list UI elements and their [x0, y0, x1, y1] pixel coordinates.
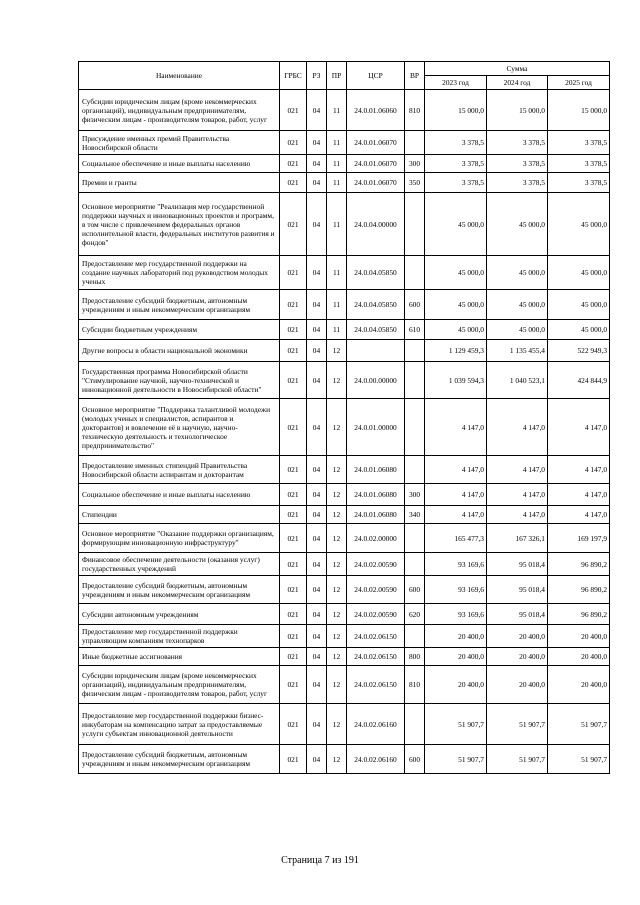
- header-year-2025: 2025 год: [548, 76, 610, 90]
- row-sum-2025: 522 949,3: [548, 340, 610, 362]
- row-pr: 12: [327, 704, 347, 745]
- row-grbs: 021: [280, 745, 307, 774]
- row-name: Предоставление мер государственной поддержки на создание научных лабораторий под руководством молодых ученых: [79, 256, 280, 290]
- row-sum-2023: 4 147,0: [425, 399, 487, 456]
- row-csr: 24.0.01.00000: [347, 399, 405, 456]
- row-name: Основное мероприятие "Реализация мер государственной поддержки научных и инновационных проектов и программ, в том числе с привлечением федеральных органов исполнительной власти, федеральных институтов развития и фондов": [79, 193, 280, 256]
- header-sum: Сумма: [425, 62, 610, 76]
- row-sum-2024: 95 018,4: [487, 576, 548, 604]
- row-rz: 04: [307, 745, 327, 774]
- row-sum-2025: 45 000,0: [548, 320, 610, 340]
- row-rz: 04: [307, 456, 327, 484]
- row-name: Финансовое обеспечение деятельности (оказания услуг) государственных учреждений: [79, 553, 280, 576]
- row-name: Предоставление именных стипендий Правительства Новосибирской области аспирантам и докторантам: [79, 456, 280, 484]
- row-csr: 24.0.02.06150: [347, 666, 405, 704]
- row-grbs: 021: [280, 320, 307, 340]
- row-pr: 11: [327, 90, 347, 131]
- row-csr: 24.0.02.00590: [347, 553, 405, 576]
- row-vr: 600: [405, 745, 425, 774]
- row-sum-2024: 51 907,7: [487, 704, 548, 745]
- row-grbs: 021: [280, 625, 307, 648]
- row-sum-2025: 424 844,9: [548, 362, 610, 399]
- row-vr: [405, 704, 425, 745]
- row-rz: 04: [307, 648, 327, 666]
- row-csr: 24.0.02.06160: [347, 745, 405, 774]
- row-name: Предоставление субсидий бюджетным, автономным учреждениям и иным некоммерческим организациям: [79, 576, 280, 604]
- row-sum-2025: 3 378,5: [548, 155, 610, 173]
- table-row: [79, 290, 610, 320]
- row-sum-2023: 51 907,7: [425, 745, 487, 774]
- row-grbs: 021: [280, 648, 307, 666]
- row-csr: 24.0.02.06150: [347, 625, 405, 648]
- row-sum-2024: 1 040 523,1: [487, 362, 548, 399]
- row-sum-2024: 3 378,5: [487, 155, 548, 173]
- row-grbs: 021: [280, 553, 307, 576]
- row-pr: 12: [327, 576, 347, 604]
- table-row: [79, 362, 610, 399]
- row-csr: 24.0.04.05850: [347, 256, 405, 290]
- row-csr: 24.0.04.05850: [347, 320, 405, 340]
- row-name: Основное мероприятие "Оказание поддержки организациям, формирующим инновационную инфраструктуру": [79, 524, 280, 553]
- row-grbs: 021: [280, 290, 307, 320]
- row-sum-2024: 4 147,0: [487, 399, 548, 456]
- row-vr: 800: [405, 648, 425, 666]
- table-row: [79, 131, 610, 155]
- row-sum-2023: 93 169,6: [425, 553, 487, 576]
- row-sum-2023: 51 907,7: [425, 704, 487, 745]
- budget-table: [78, 61, 610, 774]
- row-sum-2024: 167 326,1: [487, 524, 548, 553]
- row-name: Субсидии автономным учреждениям: [79, 604, 280, 625]
- row-sum-2023: 45 000,0: [425, 193, 487, 256]
- row-sum-2025: 20 400,0: [548, 666, 610, 704]
- table-row: [79, 193, 610, 256]
- table-body: [79, 90, 610, 774]
- table-row: [79, 173, 610, 193]
- row-pr: 12: [327, 604, 347, 625]
- row-sum-2023: 20 400,0: [425, 648, 487, 666]
- row-sum-2024: 4 147,0: [487, 506, 548, 524]
- header-name: Наименование: [79, 62, 280, 90]
- row-sum-2023: 15 000,0: [425, 90, 487, 131]
- row-sum-2023: 3 378,5: [425, 155, 487, 173]
- row-grbs: 021: [280, 90, 307, 131]
- row-rz: 04: [307, 131, 327, 155]
- row-grbs: 021: [280, 256, 307, 290]
- row-rz: 04: [307, 399, 327, 456]
- row-rz: 04: [307, 704, 327, 745]
- row-csr: 24.0.01.06070: [347, 131, 405, 155]
- row-sum-2024: 20 400,0: [487, 625, 548, 648]
- budget-table-sheet: [78, 61, 609, 774]
- row-csr: [347, 340, 405, 362]
- row-sum-2023: 20 400,0: [425, 625, 487, 648]
- row-vr: 600: [405, 576, 425, 604]
- row-rz: 04: [307, 340, 327, 362]
- row-csr: 24.0.01.06070: [347, 173, 405, 193]
- row-rz: 04: [307, 576, 327, 604]
- row-vr: 300: [405, 155, 425, 173]
- row-grbs: 021: [280, 666, 307, 704]
- row-sum-2023: 45 000,0: [425, 320, 487, 340]
- header-rz: РЗ: [307, 62, 327, 90]
- row-sum-2025: 169 197,9: [548, 524, 610, 553]
- row-sum-2024: 15 000,0: [487, 90, 548, 131]
- row-csr: 24.0.00.00000: [347, 362, 405, 399]
- row-name: Стипендии: [79, 506, 280, 524]
- row-pr: 11: [327, 131, 347, 155]
- row-sum-2023: 165 477,3: [425, 524, 487, 553]
- row-sum-2025: 3 378,5: [548, 173, 610, 193]
- table-row: [79, 666, 610, 704]
- row-rz: 04: [307, 604, 327, 625]
- row-vr: 610: [405, 320, 425, 340]
- row-vr: 340: [405, 506, 425, 524]
- row-sum-2024: 45 000,0: [487, 256, 548, 290]
- row-name: Присуждение именных премий Правительства Новосибирской области: [79, 131, 280, 155]
- row-pr: 12: [327, 399, 347, 456]
- row-sum-2024: 95 018,4: [487, 553, 548, 576]
- row-grbs: 021: [280, 604, 307, 625]
- row-sum-2024: 1 135 455,4: [487, 340, 548, 362]
- row-pr: 12: [327, 362, 347, 399]
- row-sum-2023: 3 378,5: [425, 173, 487, 193]
- row-pr: 12: [327, 484, 347, 506]
- table-row: [79, 704, 610, 745]
- row-sum-2023: 93 169,6: [425, 604, 487, 625]
- row-name: Предоставление субсидий бюджетным, автономным учреждениям и иным некоммерческим организациям: [79, 745, 280, 774]
- table-row: [79, 256, 610, 290]
- row-sum-2023: 93 169,6: [425, 576, 487, 604]
- row-grbs: 021: [280, 131, 307, 155]
- row-csr: 24.0.02.06150: [347, 648, 405, 666]
- row-vr: 600: [405, 290, 425, 320]
- row-sum-2025: 3 378,5: [548, 131, 610, 155]
- row-vr: [405, 399, 425, 456]
- table-row: [79, 320, 610, 340]
- row-vr: 810: [405, 666, 425, 704]
- row-vr: [405, 456, 425, 484]
- row-sum-2024: 3 378,5: [487, 173, 548, 193]
- row-pr: 12: [327, 745, 347, 774]
- table-row: [79, 399, 610, 456]
- table-row: [79, 604, 610, 625]
- row-name: Премии и гранты: [79, 173, 280, 193]
- row-csr: 24.0.01.06060: [347, 90, 405, 131]
- header-grbs: ГРБС: [280, 62, 307, 90]
- row-pr: 12: [327, 648, 347, 666]
- row-sum-2025: 51 907,7: [548, 704, 610, 745]
- row-pr: 11: [327, 173, 347, 193]
- table-row: [79, 553, 610, 576]
- row-sum-2023: 45 000,0: [425, 256, 487, 290]
- table-row: [79, 576, 610, 604]
- row-rz: 04: [307, 524, 327, 553]
- row-csr: 24.0.01.06080: [347, 506, 405, 524]
- row-sum-2024: 4 147,0: [487, 456, 548, 484]
- row-sum-2025: 96 890,2: [548, 553, 610, 576]
- row-csr: 24.0.01.06080: [347, 484, 405, 506]
- row-sum-2025: 4 147,0: [548, 456, 610, 484]
- row-vr: [405, 524, 425, 553]
- row-csr: 24.0.04.05850: [347, 290, 405, 320]
- row-name: Предоставление мер государственной поддержки бизнес-инкубаторам на компенсацию затрат за предоставляемые услуги субъектам инновационной деятельности: [79, 704, 280, 745]
- row-pr: 12: [327, 506, 347, 524]
- row-vr: [405, 340, 425, 362]
- table-row: [79, 506, 610, 524]
- row-name: Социальное обеспечение и иные выплаты населению: [79, 484, 280, 506]
- table-row: [79, 155, 610, 173]
- row-sum-2024: 3 378,5: [487, 131, 548, 155]
- row-rz: 04: [307, 173, 327, 193]
- row-name: Другие вопросы в области национальной экономики: [79, 340, 280, 362]
- row-sum-2025: 15 000,0: [548, 90, 610, 131]
- row-rz: 04: [307, 320, 327, 340]
- row-grbs: 021: [280, 173, 307, 193]
- row-csr: 24.0.02.00590: [347, 604, 405, 625]
- row-vr: 300: [405, 484, 425, 506]
- row-rz: 04: [307, 553, 327, 576]
- row-grbs: 021: [280, 399, 307, 456]
- table-row: [79, 90, 610, 131]
- row-sum-2025: 4 147,0: [548, 484, 610, 506]
- row-sum-2025: 20 400,0: [548, 648, 610, 666]
- row-rz: 04: [307, 256, 327, 290]
- row-csr: 24.0.02.06160: [347, 704, 405, 745]
- row-pr: 12: [327, 456, 347, 484]
- row-sum-2025: 51 907,7: [548, 745, 610, 774]
- row-pr: 12: [327, 340, 347, 362]
- header-csr: ЦСР: [347, 62, 405, 90]
- row-vr: [405, 553, 425, 576]
- row-sum-2025: 20 400,0: [548, 625, 610, 648]
- row-grbs: 021: [280, 704, 307, 745]
- row-rz: 04: [307, 484, 327, 506]
- page-number: Страница 7 из 191: [281, 855, 359, 866]
- row-rz: 04: [307, 362, 327, 399]
- table-row: [79, 625, 610, 648]
- row-pr: 11: [327, 193, 347, 256]
- header-year-2023: 2023 год: [425, 76, 487, 90]
- row-name: Основное мероприятие "Поддержка талантливой молодежи (молодых ученых и специалистов, аспирантов и докторантов) и вовлечение её в научную, научно-техническую деятельность и технологическое предпринимательство": [79, 399, 280, 456]
- row-grbs: 021: [280, 362, 307, 399]
- row-pr: 11: [327, 256, 347, 290]
- row-sum-2023: 4 147,0: [425, 506, 487, 524]
- row-sum-2025: 45 000,0: [548, 256, 610, 290]
- row-sum-2023: 1 129 459,3: [425, 340, 487, 362]
- row-csr: 24.0.01.06080: [347, 456, 405, 484]
- row-vr: [405, 362, 425, 399]
- row-csr: 24.0.01.06070: [347, 155, 405, 173]
- row-sum-2024: 20 400,0: [487, 648, 548, 666]
- row-grbs: 021: [280, 506, 307, 524]
- row-vr: [405, 131, 425, 155]
- row-sum-2024: 45 000,0: [487, 290, 548, 320]
- row-grbs: 021: [280, 484, 307, 506]
- row-vr: [405, 193, 425, 256]
- row-sum-2025: 4 147,0: [548, 506, 610, 524]
- table-row: [79, 524, 610, 553]
- row-sum-2025: 4 147,0: [548, 399, 610, 456]
- row-grbs: 021: [280, 193, 307, 256]
- row-vr: 810: [405, 90, 425, 131]
- row-csr: 24.0.04.00000: [347, 193, 405, 256]
- row-grbs: 021: [280, 340, 307, 362]
- row-rz: 04: [307, 193, 327, 256]
- row-csr: 24.0.02.00000: [347, 524, 405, 553]
- header-vr: ВР: [405, 62, 425, 90]
- row-sum-2024: 51 907,7: [487, 745, 548, 774]
- row-pr: 11: [327, 155, 347, 173]
- row-rz: 04: [307, 290, 327, 320]
- row-grbs: 021: [280, 524, 307, 553]
- row-sum-2024: 20 400,0: [487, 666, 548, 704]
- row-name: Предоставление мер государственной поддержки управляющим компаниям технопарков: [79, 625, 280, 648]
- row-sum-2024: 45 000,0: [487, 320, 548, 340]
- row-name: Социальное обеспечение и иные выплаты населению: [79, 155, 280, 173]
- row-vr: [405, 256, 425, 290]
- row-rz: 04: [307, 625, 327, 648]
- row-vr: 620: [405, 604, 425, 625]
- table-row: [79, 745, 610, 774]
- row-name: Субсидии бюджетным учреждениям: [79, 320, 280, 340]
- row-name: Государственная программа Новосибирской области "Стимулирование научной, научно-технической и инновационной деятельности в Новосибирской области": [79, 362, 280, 399]
- row-sum-2023: 4 147,0: [425, 456, 487, 484]
- row-sum-2024: 4 147,0: [487, 484, 548, 506]
- row-csr: 24.0.02.00590: [347, 576, 405, 604]
- row-rz: 04: [307, 506, 327, 524]
- row-sum-2023: 4 147,0: [425, 484, 487, 506]
- header-year-2024: 2024 год: [487, 76, 548, 90]
- row-grbs: 021: [280, 456, 307, 484]
- row-name: Субсидии юридическим лицам (кроме некоммерческих организаций), индивидуальным предпринимателям, физическим лицам - производителям товаров, работ, услуг: [79, 90, 280, 131]
- table-row: [79, 648, 610, 666]
- row-name: Иные бюджетные ассигнования: [79, 648, 280, 666]
- row-pr: 11: [327, 320, 347, 340]
- table-row: [79, 484, 610, 506]
- table-row: [79, 456, 610, 484]
- row-pr: 11: [327, 290, 347, 320]
- row-grbs: 021: [280, 576, 307, 604]
- row-sum-2023: 45 000,0: [425, 290, 487, 320]
- row-vr: [405, 625, 425, 648]
- row-sum-2025: 45 000,0: [548, 193, 610, 256]
- row-rz: 04: [307, 666, 327, 704]
- row-vr: 350: [405, 173, 425, 193]
- header-pr: ПР: [327, 62, 347, 90]
- row-sum-2025: 45 000,0: [548, 290, 610, 320]
- row-name: Субсидии юридическим лицам (кроме некоммерческих организаций), индивидуальным предпринимателям, физическим лицам - производителям товаров, работ, услуг: [79, 666, 280, 704]
- row-rz: 04: [307, 155, 327, 173]
- row-pr: 12: [327, 625, 347, 648]
- table-row: [79, 340, 610, 362]
- row-pr: 12: [327, 666, 347, 704]
- row-sum-2023: 3 378,5: [425, 131, 487, 155]
- row-pr: 12: [327, 553, 347, 576]
- row-sum-2025: 96 890,2: [548, 576, 610, 604]
- row-grbs: 021: [280, 155, 307, 173]
- row-sum-2024: 45 000,0: [487, 193, 548, 256]
- row-pr: 12: [327, 524, 347, 553]
- row-name: Предоставление субсидий бюджетным, автономным учреждениям и иным некоммерческим организациям: [79, 290, 280, 320]
- row-rz: 04: [307, 90, 327, 131]
- row-sum-2024: 95 018,4: [487, 604, 548, 625]
- row-sum-2023: 20 400,0: [425, 666, 487, 704]
- row-sum-2025: 96 890,2: [548, 604, 610, 625]
- row-sum-2023: 1 039 594,3: [425, 362, 487, 399]
